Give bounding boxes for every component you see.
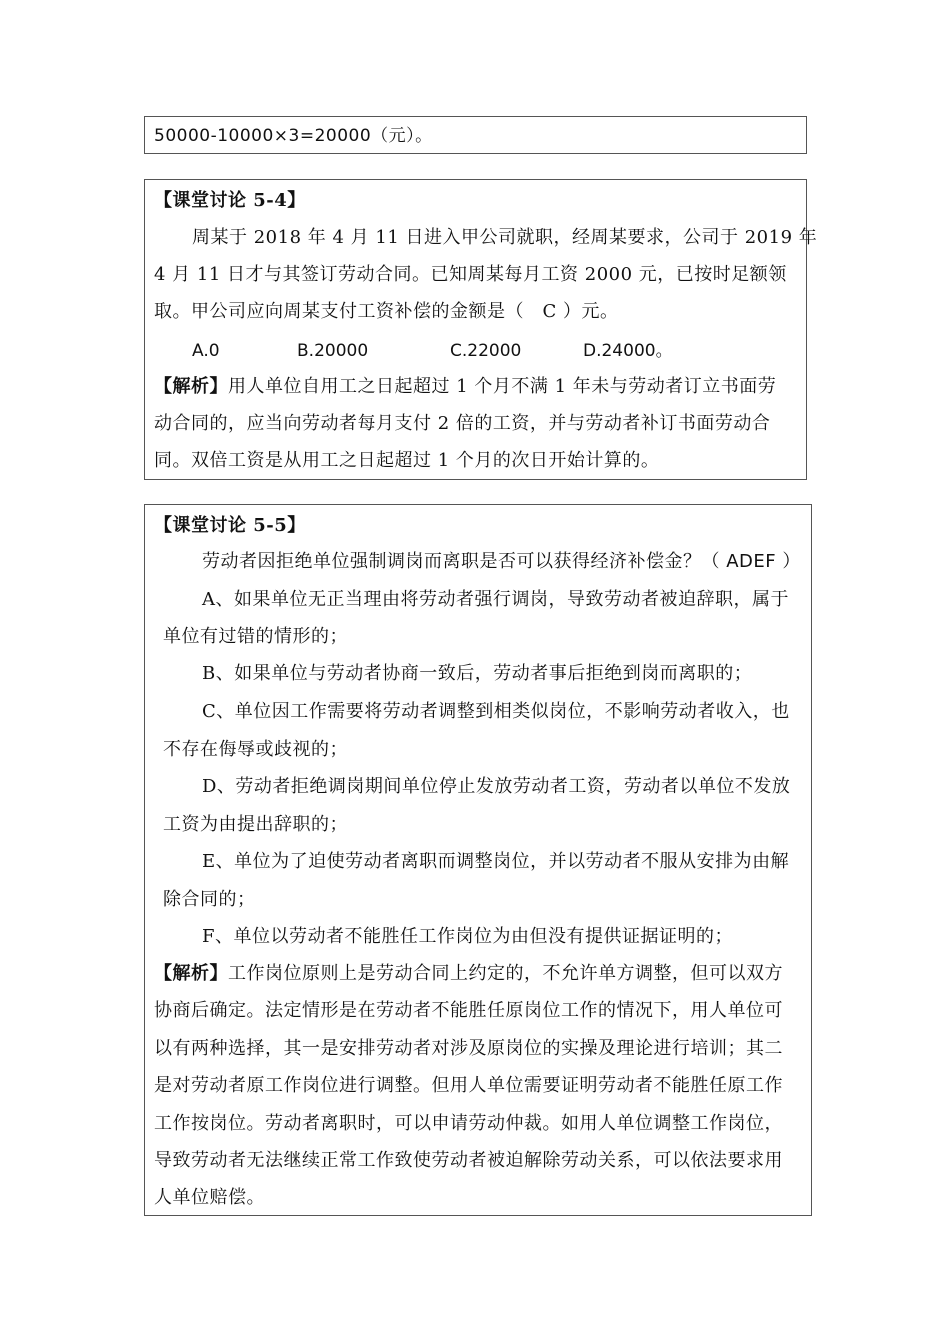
discussion-5-4-title: 【课堂讨论 5-4】 [154,190,306,211]
option-line: 不存在侮辱或歧视的； [163,739,348,760]
discussion-5-5-analysis-line: 导致劳动者无法继续正常工作致使劳动者被迫解除劳动关系，可以依法要求用 [154,1150,783,1171]
discussion-5-4-question-line: 周某于 2018 年 4 月 11 日进入甲公司就职，经周某要求，公司于 2019 年 [192,227,818,248]
analysis-label: 【解析】 [154,376,228,397]
question-answer: ADEF [726,551,777,572]
discussion-5-5-analysis-line: 人单位赔偿。 [154,1187,265,1208]
option-line: 除合同的； [163,889,256,910]
option-d: D.24000。 [583,341,673,361]
discussion-5-4-analysis-line [154,376,806,398]
option-line: E、单位为了迫使劳动者离职而调整岗位，并以劳动者不服从安排为由解 [202,851,790,872]
option-line: C、单位因工作需要将劳动者调整到相类似岗位，不影响劳动者收入，也 [202,701,790,722]
option-line: 工资为由提出辞职的； [163,814,348,835]
discussion-5-5-analysis-line: 协商后确定。法定情形是在劳动者不能胜任原岗位工作的情况下，用人单位可 [154,1000,783,1021]
option-line: 单位有过错的情形的； [163,626,348,647]
option-line: D、劳动者拒绝调岗期间单位停止发放劳动者工资，劳动者以单位不发放 [202,776,791,797]
question-close: ） [782,551,801,572]
discussion-5-5-title: 【课堂讨论 5-5】 [154,515,306,536]
discussion-5-5-analysis-line: 工作按岗位。劳动者离职时，可以申请劳动仲裁。如用人单位调整工作岗位， [154,1113,783,1134]
discussion-5-5-analysis-line: 是对劳动者原工作岗位进行调整。但用人单位需要证明劳动者不能胜任原工作 [154,1075,783,1096]
discussion-5-4-question-line: 取。甲公司应向周某支付工资补偿的金额是（ C ）元。 [154,301,619,322]
option-line: A、如果单位无正当理由将劳动者强行调岗，导致劳动者被迫辞职，属于 [202,589,789,610]
question-text: 劳动者因拒绝单位强制调岗而离职是否可以获得经济补偿金？（ [202,551,720,572]
discussion-5-5-question [202,551,811,573]
option-line: B、如果单位与劳动者协商一致后，劳动者事后拒绝到岗而离职的； [202,663,753,684]
option-c: C.22000 [450,341,522,361]
discussion-5-4-question-line: 4 月 11 日才与其签订劳动合同。已知周某每月工资 2000 元，已按时足额领 [154,264,787,285]
analysis-text: 工作岗位原则上是劳动合同上约定的，不允许单方调整，但可以双方 [228,963,783,984]
discussion-5-4-analysis-line: 动合同的，应当向劳动者每月支付 2 倍的工资，并与劳动者补订书面劳动合 [154,413,771,434]
calculation-formula: 50000-10000×3=20000（元）。 [154,126,433,146]
option-line: F、单位以劳动者不能胜任工作岗位为由但没有提供证据证明的； [202,926,733,947]
discussion-5-4-box [144,179,818,480]
option-a: A.0 [192,341,220,361]
discussion-5-5-analysis-line: 以有两种选择，其一是安排劳动者对涉及原岗位的实操及理论进行培训；其二 [154,1038,783,1059]
analysis-text: 用人单位自用工之日起超过 1 个月不满 1 年未与劳动者订立书面劳 [228,376,777,397]
calculation-box [144,116,807,154]
option-b: B.20000 [297,341,369,361]
discussion-5-5-analysis-line [154,963,811,985]
discussion-5-4-analysis-line: 同。双倍工资是从用工之日起超过 1 个月的次日开始计算的。 [154,450,660,471]
discussion-5-5-box [144,504,812,1216]
analysis-label: 【解析】 [154,963,228,984]
